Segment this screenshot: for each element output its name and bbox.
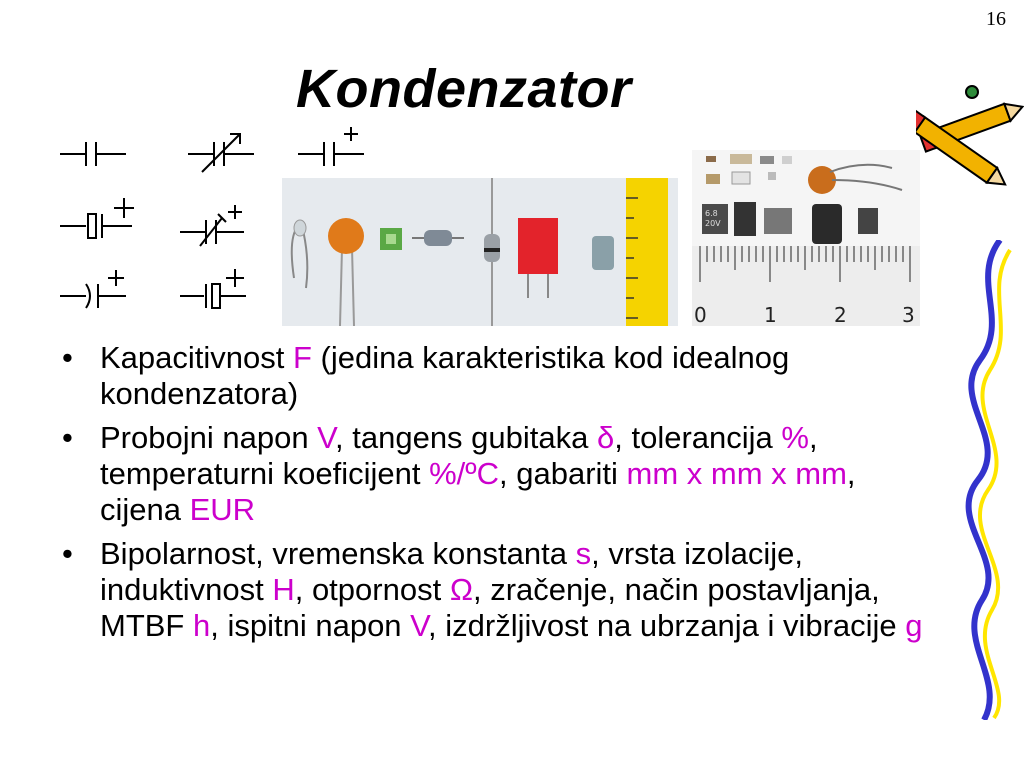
slide-title: Kondenzator bbox=[296, 59, 632, 119]
unit-symbol: Ω bbox=[449, 572, 473, 607]
unit-symbol: %/ºC bbox=[429, 456, 499, 491]
polarized-box-capacitor-icon bbox=[180, 269, 246, 308]
ruler-label-0: 0 bbox=[694, 303, 707, 326]
bullet-text: (jedina karakteristika kod idealnog kondenzatora) bbox=[100, 340, 790, 411]
bullet-dot: • bbox=[62, 340, 73, 375]
bullet-text: Bipolarnost, vremenska konstanta bbox=[100, 536, 576, 571]
slide-number: 16 bbox=[986, 8, 1006, 30]
capacitor-symbol-icon bbox=[60, 142, 126, 166]
unit-symbol: mm x mm x mm bbox=[626, 456, 847, 491]
bullet-text: , gabariti bbox=[499, 456, 627, 491]
bullet-list bbox=[60, 340, 940, 652]
electrolytic-capacitor-icon bbox=[60, 198, 134, 238]
ruler-label-2: 2 bbox=[834, 303, 847, 326]
wavy-line-decoration bbox=[960, 240, 1020, 720]
bullet-text: , tangens gubitaka bbox=[335, 420, 597, 455]
bullet-item bbox=[60, 536, 940, 644]
bullet-text: Probojni napon bbox=[100, 420, 318, 455]
unit-symbol: % bbox=[781, 420, 809, 455]
bullet-dot: • bbox=[62, 536, 73, 571]
smd-label-1: 6.8 bbox=[705, 209, 718, 218]
unit-symbol: V bbox=[410, 608, 429, 643]
bullet-text: , izdržljivost na ubrzanja i vibracije bbox=[428, 608, 906, 643]
bullet-text: , otpornost bbox=[294, 572, 450, 607]
svg-text:20V: 20V bbox=[705, 219, 721, 228]
unit-symbol: s bbox=[575, 536, 592, 571]
smd-capacitors-photo bbox=[692, 150, 920, 326]
bullet-dot: • bbox=[62, 420, 73, 455]
capacitors-photo bbox=[282, 178, 678, 326]
bullet-text: , tolerancija bbox=[614, 420, 782, 455]
ruler-label-1: 1 bbox=[764, 303, 777, 326]
unit-symbol: EUR bbox=[189, 492, 256, 527]
trimmer-capacitor-icon bbox=[180, 205, 244, 246]
variable-capacitor-icon bbox=[188, 134, 254, 172]
bullet-text: , zračenje, način postavljanja, MTBF bbox=[100, 572, 880, 643]
bullet-text: , vrsta izolacije, induktivnost bbox=[100, 536, 803, 607]
unit-symbol: V bbox=[317, 420, 336, 455]
bullet-text: , ispitni napon bbox=[210, 608, 411, 643]
ruler-label-3: 3 bbox=[902, 303, 915, 326]
unit-symbol: g bbox=[905, 608, 923, 643]
unit-symbol: H bbox=[272, 572, 295, 607]
bullet-text: Kapacitivnost bbox=[100, 340, 293, 375]
unit-symbol: h bbox=[193, 608, 211, 643]
unit-symbol: F bbox=[293, 340, 312, 375]
bullet-text: , cijena bbox=[100, 456, 856, 527]
bullet-text: , temperaturni koeficijent bbox=[100, 420, 818, 491]
polarized-capacitor-icon bbox=[298, 127, 364, 166]
pencils-clipart-icon bbox=[916, 78, 1024, 210]
unit-symbol: δ bbox=[597, 420, 615, 455]
polarized-curved-capacitor-icon bbox=[60, 270, 126, 308]
bullet-item bbox=[60, 420, 940, 528]
bullet-item bbox=[60, 340, 940, 412]
